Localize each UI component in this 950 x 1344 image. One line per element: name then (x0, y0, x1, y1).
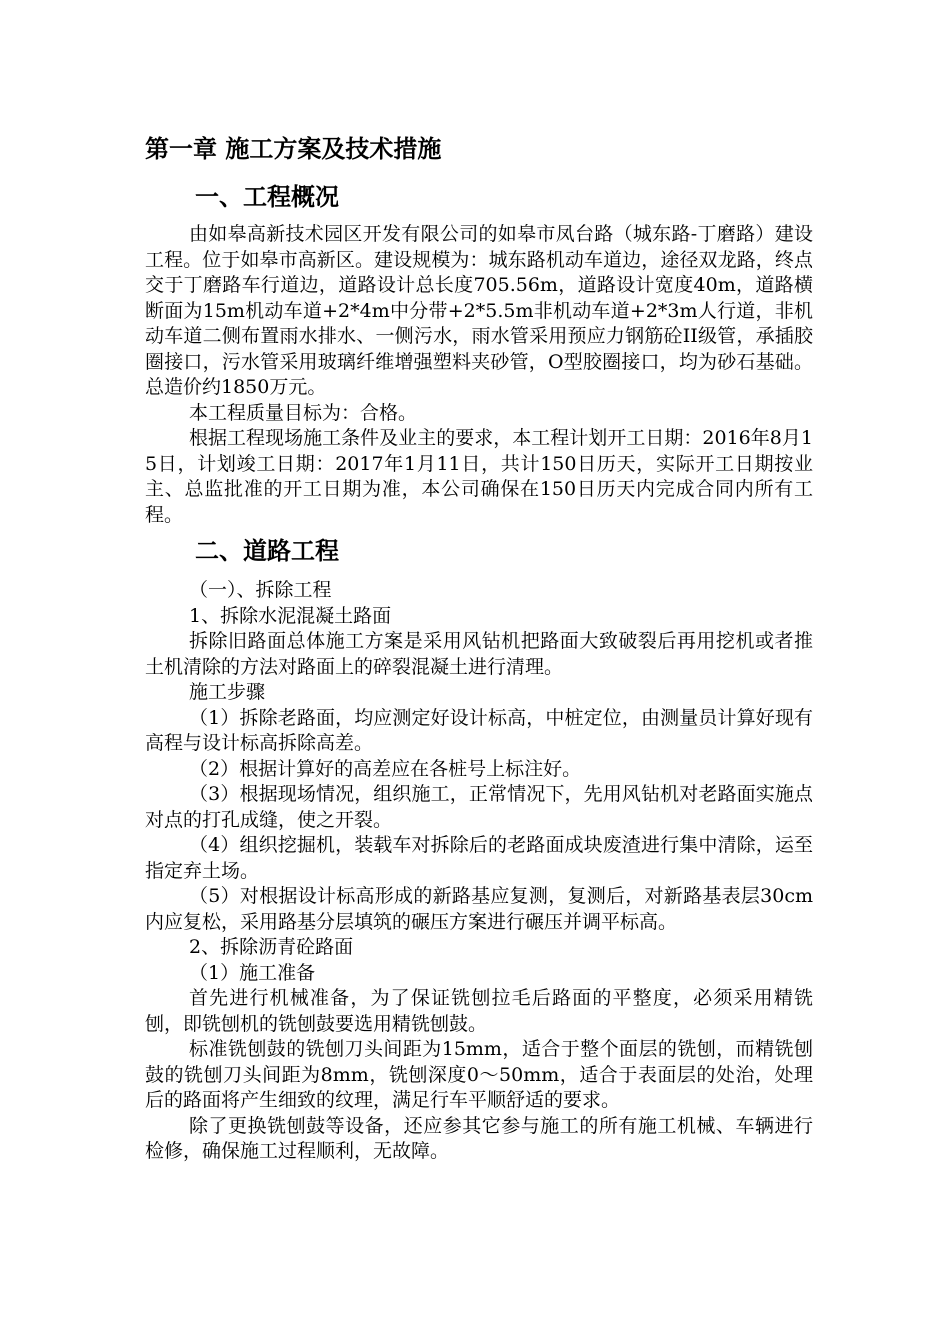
subheading: 施工步骤 (189, 681, 266, 703)
paragraph: 由如皋高新技术园区开发有限公司的如皋市凤台路（城东路-丁磨路）建设工程。位于如皋市高新区。建设规模为：城东路机动车道边，途径双龙路，终点交于丁磨路车行道边，道路设计总长度705.56m，道路设计宽度40m，道路横断面为15m机动车道+2*4m中分带+2*5.5m非机动车道+2*3m人行道，非机动车道二侧布置雨水排水、一侧污水，雨水管采用预应力钢筋砼II级管，承插胶圈接口，污水管采用玻璃纤维增强塑料夹砂管，O型胶圈接口，均为砂石基础。总造价约1850万元。 (145, 223, 813, 398)
subheading: （1）施工准备 (189, 961, 316, 984)
subheading: （一）、拆除工程 (189, 579, 332, 601)
paragraph: 除了更换铣刨鼓等设备，还应参其它参与施工的所有施工机械、车辆进行检修，确保施工过程顺利，无故障。 (145, 1114, 813, 1162)
paragraph: 根据工程现场施工条件及业主的要求，本工程计划开工日期：2016年8月15日，计划竣工日期：2017年1月11日，共计150日历天，实际开工日期按业主、总监批准的开工日期为准，本公司确保在150日历天内完成合同内所有工程。 (145, 427, 813, 526)
paragraph: 标准铣刨鼓的铣刨刀头间距为15mm，适合于整个面层的铣刨，而精铣刨鼓的铣刨刀头间距为8mm，铣刨深度0～50mm，适合于表面层的处治，处理后的路面将产生细致的纹理，满足行车平顺舒适的要求。 (145, 1038, 813, 1111)
list-item: （2）根据计算好的高差应在各桩号上标注好。 (189, 757, 582, 780)
paragraph: 本工程质量目标为：合格。 (189, 401, 418, 424)
section-heading-road-works: 二、道路工程 (195, 537, 339, 565)
list-item: （4）组织挖掘机，装载车对拆除后的老路面成块废渣进行集中清除，运至指定弃土场。 (145, 834, 813, 882)
list-item: （5）对根据设计标高形成的新路基应复测，复测后，对新路基表层30cm内应复松，采用路基分层填筑的碾压方案进行碾压并调平标高。 (145, 885, 813, 933)
list-item: （3）根据现场情况，组织施工，正常情况下，先用风钻机对老路面实施点对点的打孔成缝，使之开裂。 (145, 783, 813, 831)
document-body (145, 132, 813, 1165)
section-heading-overview: 一、工程概况 (195, 183, 339, 211)
subheading: 2、拆除沥青砼路面 (189, 936, 354, 958)
paragraph: 拆除旧路面总体施工方案是采用风钻机把路面大致破裂后再用挖机或者推土机清除的方法对路面上的碎裂混凝土进行清理。 (145, 630, 813, 678)
list-item: （1）拆除老路面，均应测定好设计标高，中桩定位，由测量员计算好现有高程与设计标高拆除高差。 (145, 706, 813, 754)
subheading: 1、拆除水泥混凝土路面 (189, 604, 392, 627)
paragraph: 首先进行机械准备，为了保证铣刨拉毛后路面的平整度，必须采用精铣刨，即铣刨机的铣刨鼓要选用精铣刨鼓。 (145, 987, 813, 1035)
chapter-title: 第一章 施工方案及技术措施 (145, 135, 442, 163)
